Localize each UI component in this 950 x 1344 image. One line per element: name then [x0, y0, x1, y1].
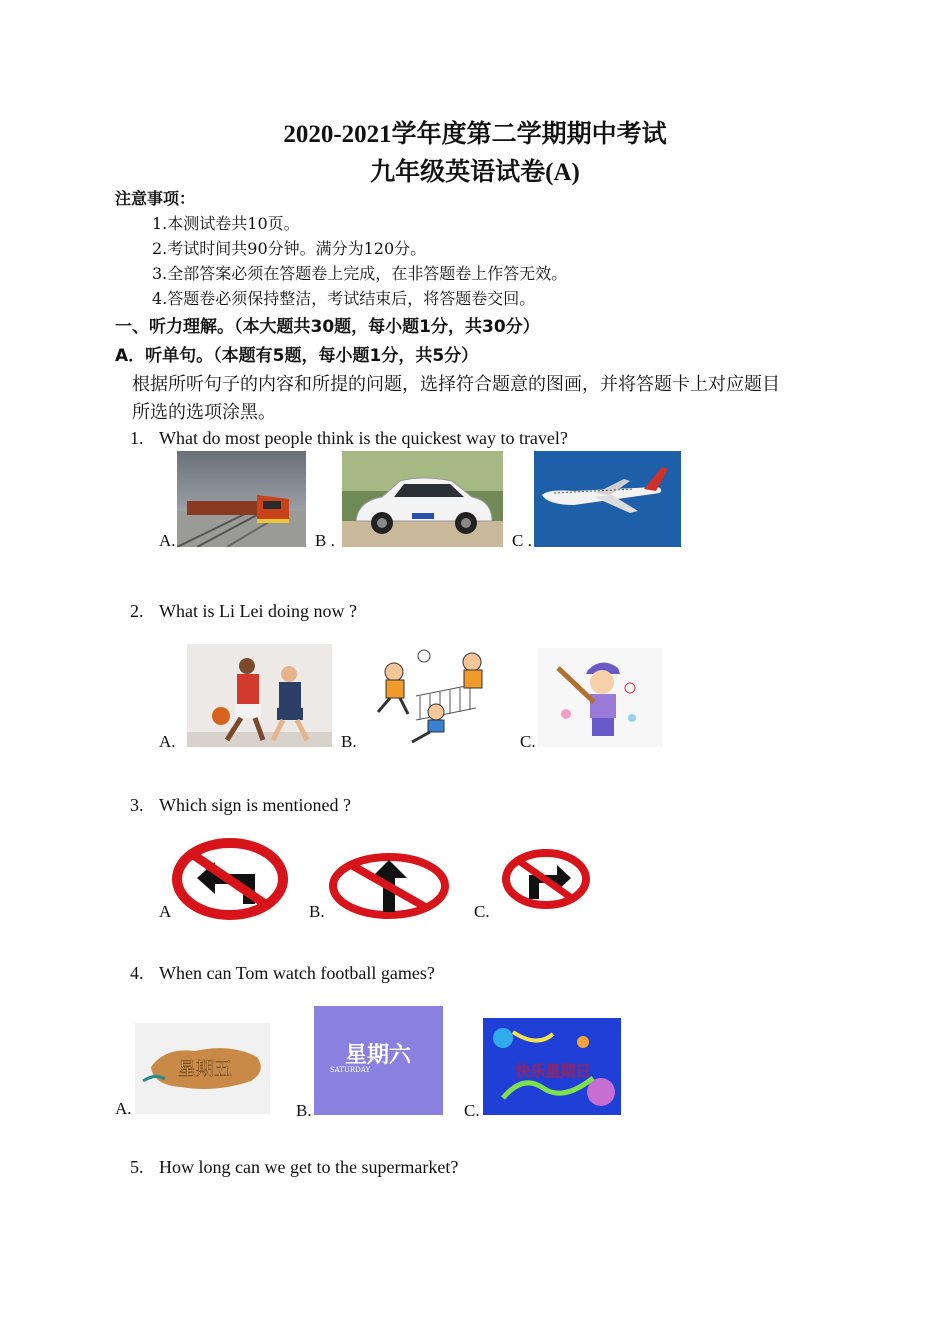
no-right-turn-sign-icon — [501, 849, 591, 910]
baseball-image — [538, 648, 662, 747]
question-text: What is Li Lei doing now ? — [159, 601, 357, 621]
friday-card — [135, 1023, 270, 1114]
airplane-image — [534, 451, 681, 547]
question-number: 5. — [130, 1157, 144, 1177]
question-text: When can Tom watch football games? — [159, 963, 435, 983]
section-heading-listening: 一、听力理解。（本大题共30题，每小题1分，共30分） — [115, 317, 540, 337]
option-b-label: B. — [309, 902, 325, 921]
instruction-line: 所选的选项涂黑。 — [132, 402, 276, 423]
option-a-label: A. — [159, 732, 176, 751]
option-b-label: B. — [296, 1101, 312, 1120]
option-c-label: C. — [464, 1101, 480, 1120]
exam-title: 2020-2021学年度第二学期期中考试 — [283, 121, 667, 148]
notice-item: 4.答题卷必须保持整洁，考试结束后，将答题卷交回。 — [152, 289, 536, 308]
sunday-card — [483, 1018, 621, 1115]
option-c-label: C. — [474, 902, 490, 921]
instruction-line: 根据所听句子的内容和所提的问题，选择符合题意的图画，并将答题卡上对应题目 — [132, 374, 780, 395]
option-b-label: B . — [315, 531, 335, 550]
option-b-label: B. — [341, 732, 357, 751]
question-number: 3. — [130, 795, 144, 815]
option-a-label: A. — [115, 1099, 132, 1118]
question-number: 4. — [130, 963, 144, 983]
question-text: Which sign is mentioned ? — [159, 795, 351, 815]
sunday-text: 快乐星期日 — [515, 1062, 591, 1080]
saturday-card — [314, 1006, 443, 1115]
notice-item: 3.全部答案必须在答题卷上完成，在非答题卷上作答无效。 — [152, 264, 568, 283]
notice-item: 2.考试时间共90分钟。满分为120分。 — [152, 239, 427, 258]
notice-heading: 注意事项： — [115, 189, 196, 208]
no-left-turn-sign-icon — [171, 838, 289, 920]
option-a-label: A. — [159, 531, 176, 550]
train-image — [177, 451, 306, 547]
exam-subtitle: 九年级英语试卷(A) — [370, 159, 580, 186]
saturday-text: 星期六 — [344, 1043, 412, 1068]
volleyball-image — [360, 646, 504, 747]
question-text: How long can we get to the supermarket? — [159, 1157, 459, 1177]
question-number: 2. — [130, 601, 144, 621]
car-image — [342, 451, 503, 547]
section-heading-part-a: A．听单句。（本题有5题，每小题1分，共5分） — [115, 346, 479, 366]
question-number: 1. — [130, 428, 144, 448]
friday-text: 星期五 — [178, 1059, 232, 1080]
option-c-label: C . — [512, 531, 532, 550]
saturday-en-text: SATURDAY — [329, 1066, 371, 1074]
notice-item: 1.本测试卷共10页。 — [152, 214, 300, 233]
question-text: What do most people think is the quickest way to travel? — [159, 428, 568, 448]
option-a-label: A — [159, 902, 172, 921]
option-c-label: C. — [520, 732, 536, 751]
no-straight-sign-icon — [329, 852, 450, 920]
basketball-image — [187, 644, 332, 747]
